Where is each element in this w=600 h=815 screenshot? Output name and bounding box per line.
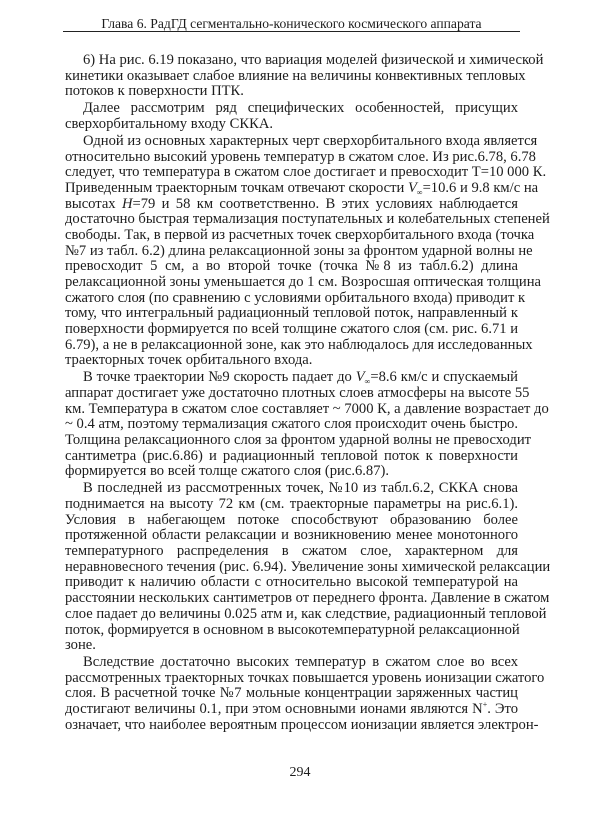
page-number: 294 (289, 765, 311, 780)
text-line: свободы. Так, в первой из расчетных точек сверхорбитального входа (точка (65, 226, 535, 243)
text-line: сверхорбитальному входу СККА. (65, 115, 274, 132)
subscript: ∞ (416, 187, 423, 197)
paragraph (65, 480, 551, 654)
text-line: релаксационной зоны уменьшается до 1 см. Возросшая оптическая толщина (65, 274, 541, 290)
running-header: Глава 6. РадГД сегментально-конического космического аппарата (101, 16, 482, 31)
text-line: рассмотренных траекторных точках повышается уровень ионизации сжатого (65, 669, 545, 686)
italic-symbol: V (355, 369, 365, 386)
text-line: В последней из рассмотренных точек, №10 из табл.6.2, СККА снова (83, 480, 518, 497)
text-line: Условия в набегающем потоке способствуют образованию более (65, 511, 518, 528)
paragraph (65, 52, 544, 100)
text-line: Вследствие достаточно высоких температур в сжатом слое во всех (83, 654, 518, 671)
text-segment: Приведенным траекторным точкам отвечают скорости (65, 179, 408, 196)
text-line: поток, формируется в основном в высокотемпературной релаксационной (65, 621, 520, 638)
text-line: расстоянии нескольких сантиметров от переднего фронта. Давление в сжатом (65, 590, 550, 607)
text-segment: достигают величины 0.1, при этом основными ионами являются N (65, 701, 483, 718)
subscript: ∞ (364, 377, 371, 387)
text-line: относительно высокий уровень температур в сжатом слое. Из рис.6.78, 6.78 (65, 148, 536, 165)
text-line: аппарат достигает уже достаточно плотных слоев атмосферы на высоте 55 (65, 385, 530, 401)
text-line: тому, что интегральный радиационный тепловой поток, направленный к (65, 305, 518, 322)
text-line: сжатого слоя (по сравнению с условиями орбитального входа) приводит к (65, 289, 526, 306)
text-line (65, 179, 539, 197)
text-line: протяженной области релаксации и возникновению менее монотонного (65, 527, 518, 544)
text-segment: =79 и 58 км соответственно. В этих условиях наблюдается (132, 195, 518, 212)
text-line: км. Температура в сжатом слое составляет ~ 7000 К, а давление возрастает до (65, 400, 549, 417)
document-body (65, 52, 551, 735)
paragraph (65, 369, 549, 480)
text-line: неравновесного течения (рис. 6.94). Увеличение зоны химической релаксации (65, 558, 551, 575)
text-segment: =8.6 км/с и спускаемый (370, 369, 518, 386)
text-line (65, 197, 518, 213)
text-segment: В точке траектории №9 скорость падает до (83, 369, 356, 386)
text-line: №7 из табл. 6.2) длина релаксационной зоны за фронтом ударной волны не (65, 242, 533, 259)
text-line (65, 702, 518, 718)
text-line: зоне. (65, 637, 96, 654)
text-line: формируется во всей толще сжатого слоя (рис.6.87). (65, 463, 390, 480)
text-line (65, 370, 518, 386)
text-line: поднимается на высоту 72 км (см. траекторные параметры на рис.6.1). (65, 496, 518, 512)
superscript: + (482, 700, 488, 710)
text-line: 6) На рис. 6.19 показано, что вариация моделей физической и химической (83, 52, 544, 68)
text-line: Одной из основных характерных черт сверхорбитального входа является (83, 132, 538, 149)
text-line: достаточно быстрая термализация поступательных и колебательных степеней (65, 211, 550, 228)
text-line: кинетики оказывает слабое влияние на величины конвективных тепловых (65, 67, 526, 84)
text-line: траекторных точек орбитального входа. (65, 352, 313, 369)
paragraph (65, 132, 550, 369)
text-line: 6.79), а не в релаксационной зоне, как это наблюдалось для исследованных (65, 336, 533, 353)
paragraph (65, 101, 518, 132)
italic-symbol: H (121, 195, 133, 212)
header-rule (63, 31, 520, 32)
text-line: поверхности формируется по всей толщине сжатого слоя (см. рис. 6.71 и (65, 321, 519, 338)
text-line: потоков к поверхности ПТК. (65, 83, 244, 100)
text-line: ~ 0.4 атм, поэтому термализация сжатого слоя происходит очень быстро. (65, 416, 518, 433)
italic-symbol: V (407, 179, 417, 196)
text-line: Далее рассмотрим ряд специфических особенностей, присущих (83, 100, 518, 117)
text-line: означает, что наиболее вероятным процессом ионизации является электрон- (65, 716, 539, 733)
text-line: следует, что температура в сжатом слое достигает и превосходит Т=10 000 К. (65, 164, 547, 181)
text-line: приводит к наличию области с относительно высокой температурой на (65, 574, 518, 591)
text-segment: =10.6 и 9.8 км/с на (422, 179, 539, 196)
text-line: превосходит 5 см, а во второй точке (точка №8 из табл.6.2) длина (65, 258, 518, 275)
text-line: Толщина релаксационного слоя за фронтом ударной волны не превосходит (65, 432, 532, 449)
text-line: слоя. В расчетной точке №7 мольные концентрации заряженных частиц (65, 685, 518, 702)
paragraph (65, 654, 545, 733)
text-segment: высотах (65, 195, 122, 212)
text-line: температурного распределения в сжатом слое, характерном для (65, 543, 518, 560)
text-line: сантиметра (рис.6.86) и радиационный тепловой поток к поверхности (65, 447, 518, 464)
text-segment: . Это (487, 701, 518, 718)
text-line: слое падает до величины 0.025 атм и, как следствие, радиационный тепловой (65, 605, 547, 622)
